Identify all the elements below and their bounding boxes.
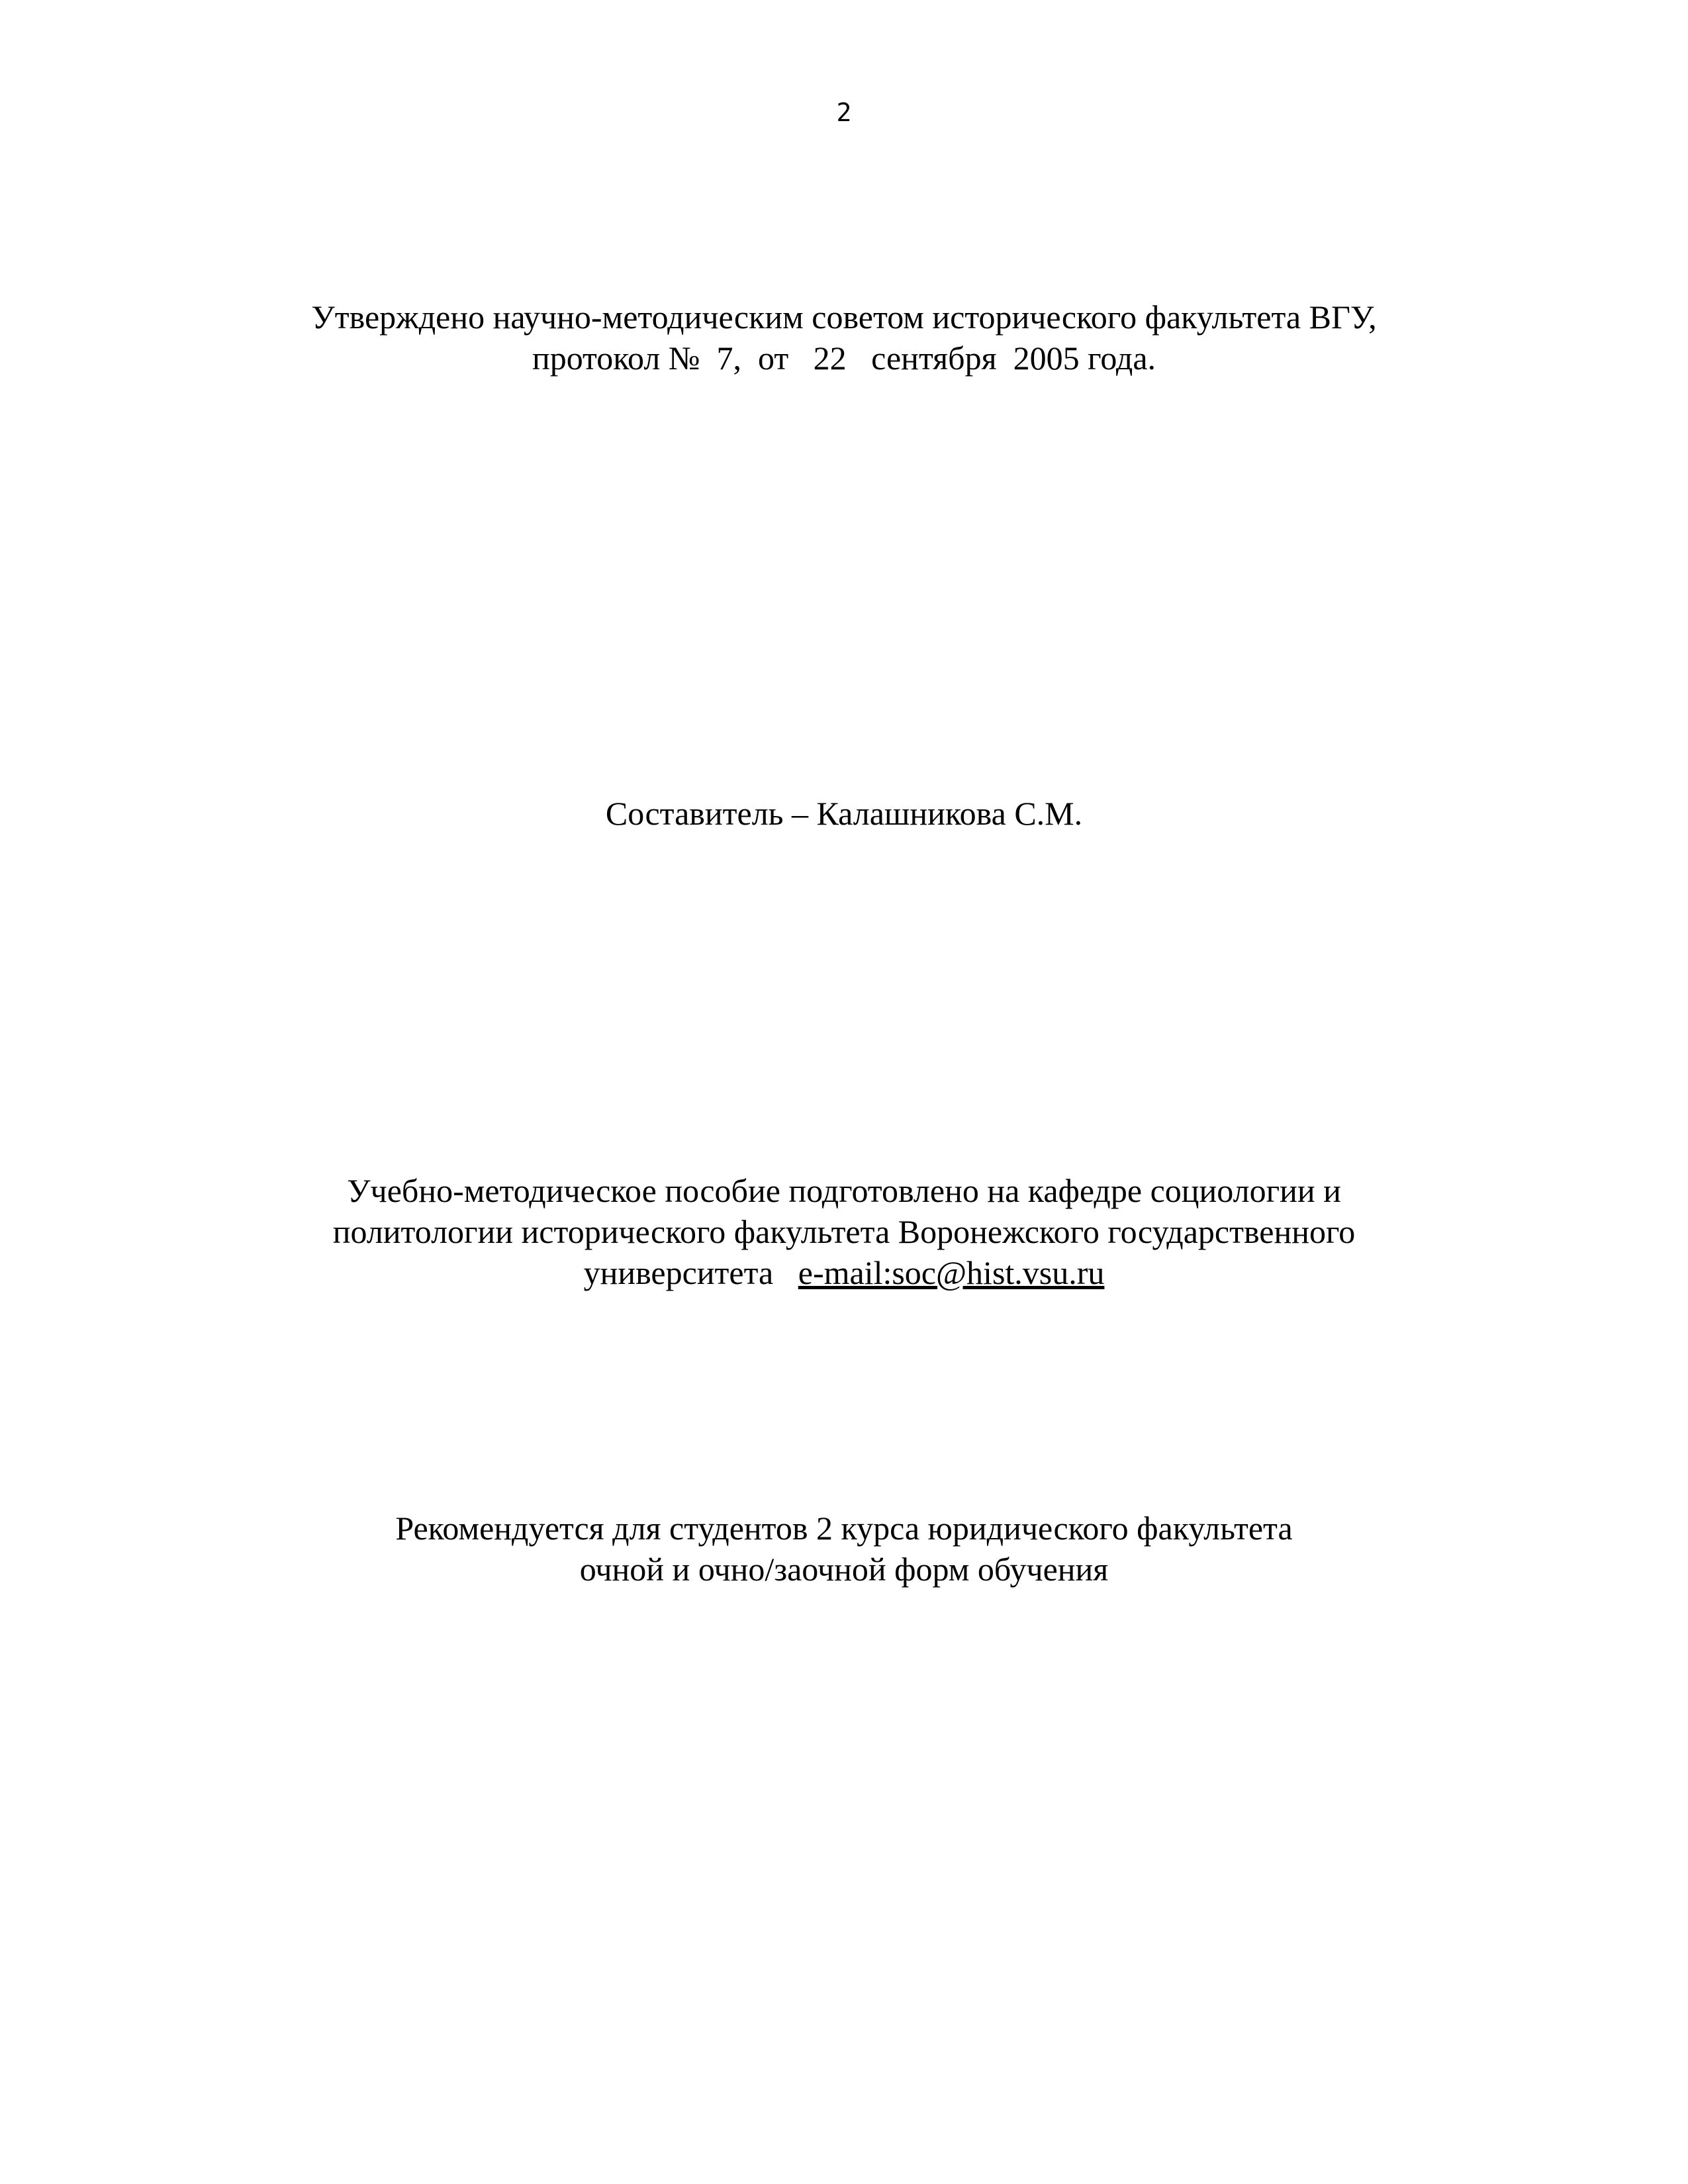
email-link[interactable]: e-mail:soc@hist.vsu.ru (798, 1254, 1105, 1291)
recommended-line-1: Рекомендуется для студентов 2 курса юридического факультета (395, 1510, 1293, 1547)
compiler-text: Составитель – Калашникова С.М. (605, 795, 1083, 832)
prepared-line-3 (0, 1252, 1688, 1293)
recommendation-statement (0, 1508, 1688, 1590)
recommended-line-2: очной и очно/заочной форм обучения (579, 1551, 1109, 1588)
compiler-credit (0, 793, 1688, 834)
prepared-line-1: Учебно-методическое пособие подготовлено на кафедре социологии и (347, 1172, 1341, 1209)
prepared-line-2: политологии исторического факультета Воронежского государственного (332, 1213, 1356, 1250)
approval-line-1: Утверждено научно-методическим советом исторического факультета ВГУ, (311, 298, 1377, 336)
prepared-statement (0, 1170, 1688, 1293)
approval-line-2: протокол № 7, от 22 сентября 2005 года. (532, 340, 1156, 377)
page-number: 2 (836, 98, 852, 127)
approval-statement (0, 296, 1688, 379)
prepared-line-3-prefix: университета (583, 1254, 798, 1291)
